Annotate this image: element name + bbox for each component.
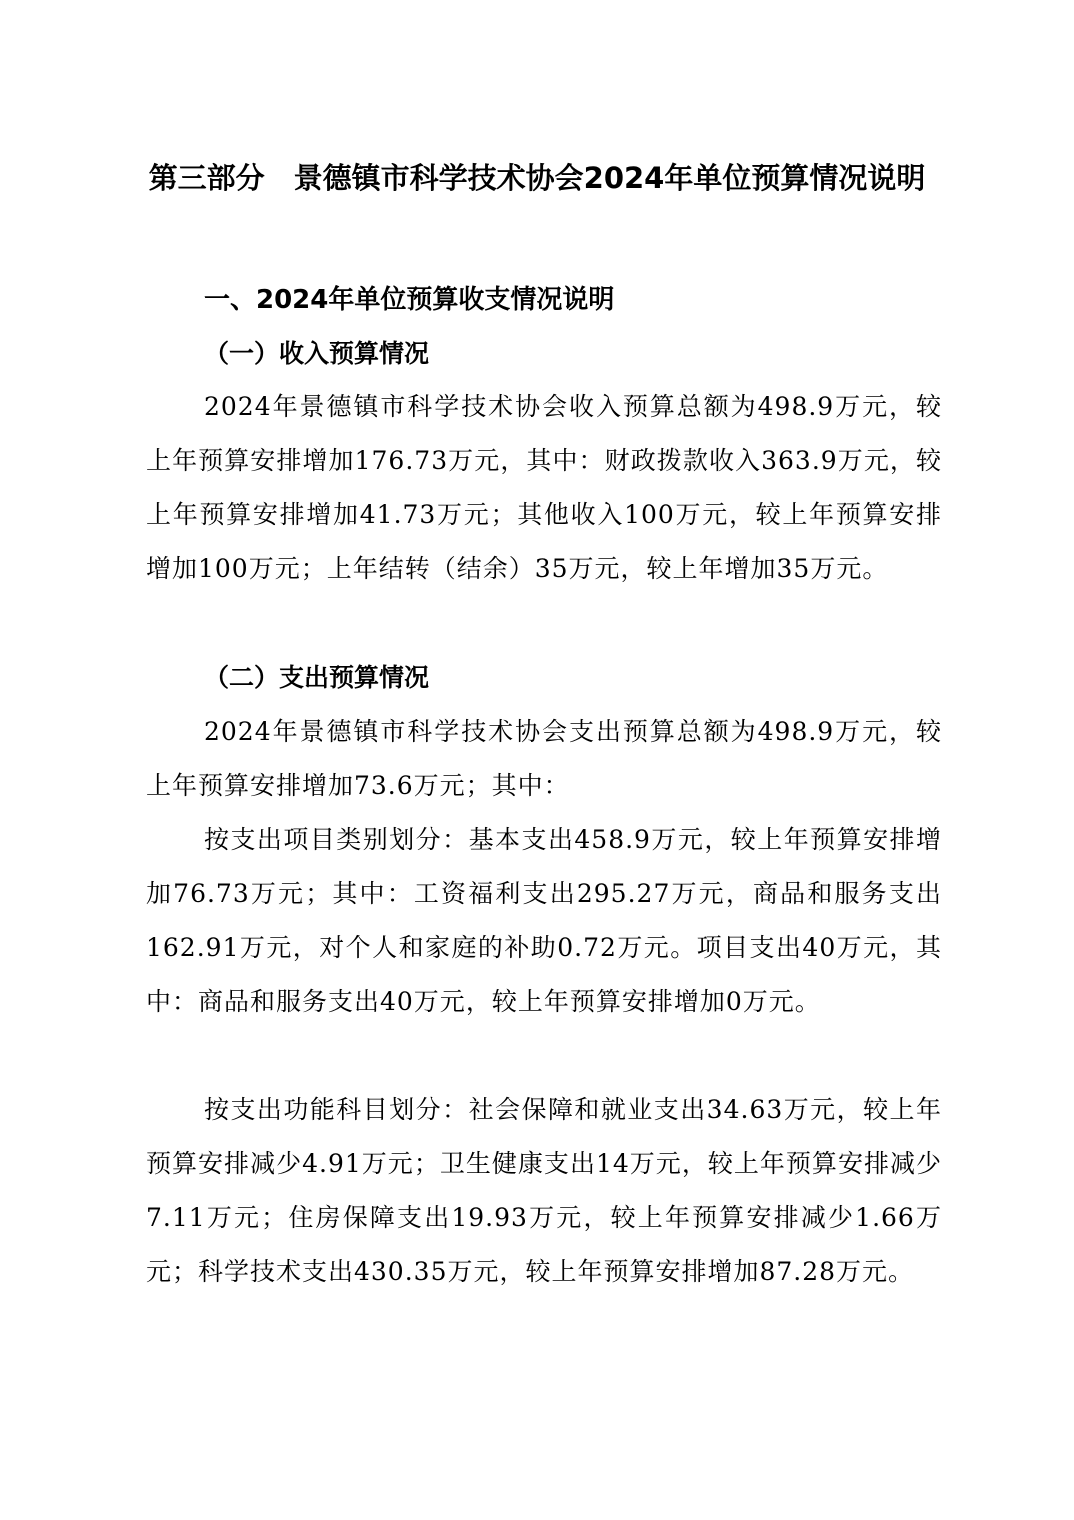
paragraph-expenditure-total: 2024年景德镇市科学技术协会支出预算总额为498.9万元，较上年预算安排增加73.6万元；其中：	[146, 717, 942, 800]
section-heading-budget-overview: 一、2024年单位预算收支情况说明	[204, 285, 615, 315]
subheading-income-budget: （一）收入预算情况	[204, 339, 430, 368]
page-title: 第三部分 景德镇市科学技术协会2024年单位预算情况说明	[148, 161, 926, 195]
paragraph-income-budget: 2024年景德镇市科学技术协会收入预算总额为498.9万元，较上年预算安排增加176.73万元，其中：财政拨款收入363.9万元，较上年预算安排增加41.73万元；其他收入100万元，较上年预算安排增加100万元；上年结转（结余）35万元，较上年增加35万元。	[146, 392, 942, 583]
paragraph-expenditure-by-function: 按支出功能科目划分：社会保障和就业支出34.63万元，较上年预算安排减少4.91万元；卫生健康支出14万元，较上年预算安排减少7.11万元；住房保障支出19.93万元，较上年预算安排减少1.66万元；科学技术支出430.35万元，较上年预算安排增加87.28万元。	[146, 1095, 942, 1286]
subheading-expenditure-budget: （二）支出预算情况	[204, 663, 430, 692]
paragraph-expenditure-by-category: 按支出项目类别划分：基本支出458.9万元，较上年预算安排增加76.73万元；其中：工资福利支出295.27万元，商品和服务支出162.91万元，对个人和家庭的补助0.72万元。项目支出40万元，其中：商品和服务支出40万元，较上年预算安排增加0万元。	[146, 825, 942, 1016]
